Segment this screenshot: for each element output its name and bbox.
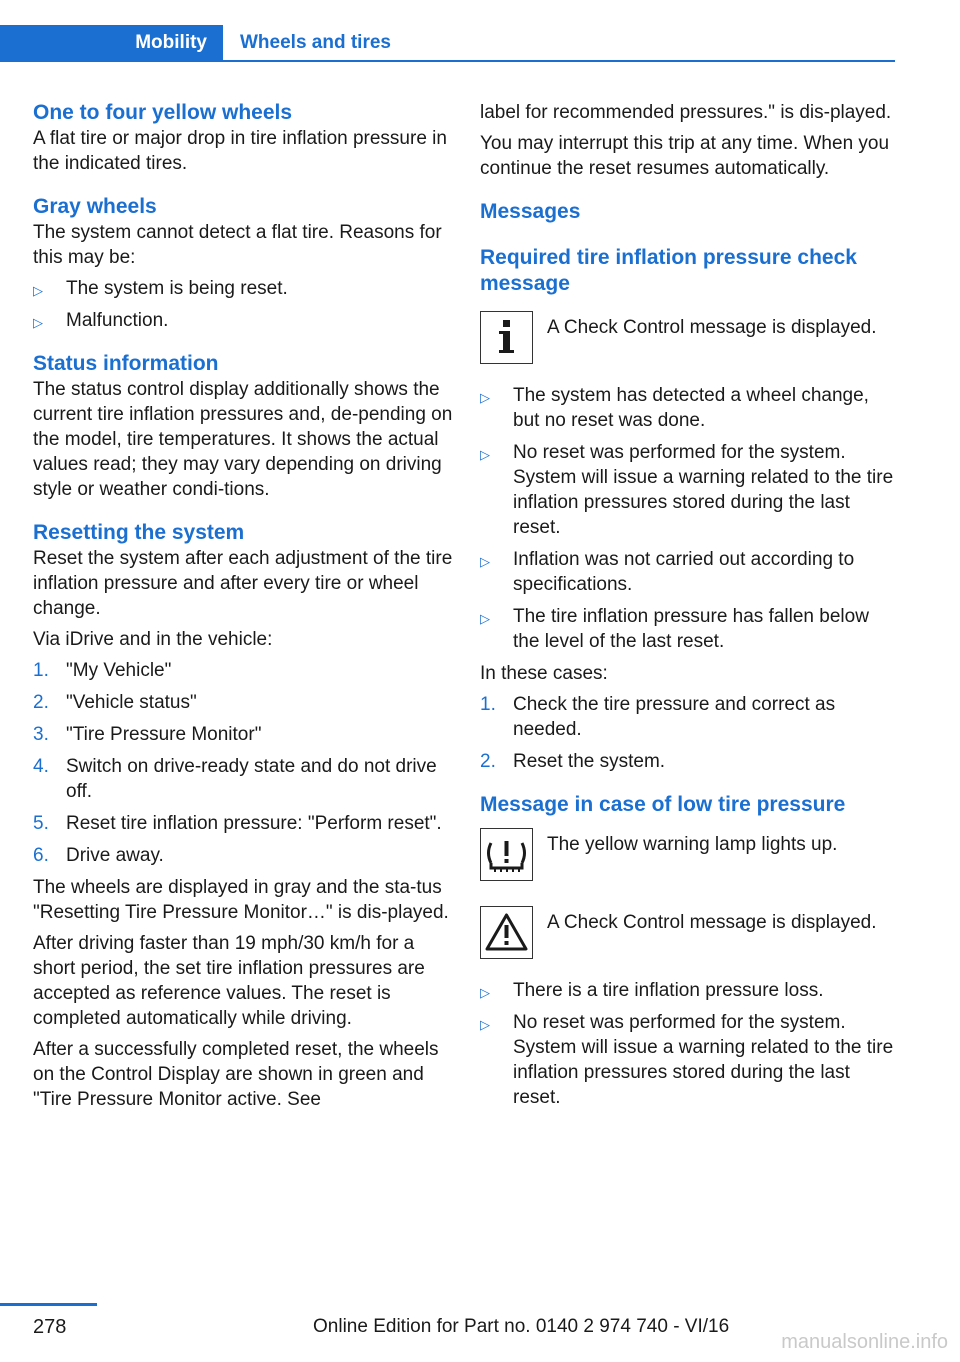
para-cc-displayed: A Check Control message is displayed. bbox=[547, 317, 877, 338]
para-continued: label for recommended pressures." is dis-played. bbox=[480, 102, 892, 123]
info-icon bbox=[480, 311, 533, 364]
tire-pressure-callout bbox=[480, 828, 895, 888]
list-item: 6. Drive away. bbox=[33, 845, 164, 866]
heading-resetting: Resetting the system bbox=[33, 521, 245, 544]
list-item: ▷ The system is being reset. bbox=[33, 276, 453, 301]
page-header bbox=[0, 25, 895, 62]
list-item: 1. Check the tire pressure and correct as needed. bbox=[480, 694, 836, 740]
heading-messages: Messages bbox=[480, 200, 581, 223]
bullet-triangle-icon: ▷ bbox=[480, 1017, 490, 1032]
para-yellow-wheels: A flat tire or major drop in tire inflation pressure in the indicated tires. bbox=[33, 128, 447, 174]
para-after-driving: After driving faster than 19 mph/30 km/h for a short period, the set tire inflation pressures are accepted as reference values. The reset is completed automatically while driving. bbox=[33, 933, 425, 1029]
para-resetting: Reset the system after each adjustment of the tire inflation pressure and after every tire or wheel change. bbox=[33, 548, 453, 619]
para-gray-display: The wheels are displayed in gray and the sta-tus "Resetting Tire Pressure Monitor…" is dis-played. bbox=[33, 877, 449, 923]
list-item: 3. "Tire Pressure Monitor" bbox=[33, 724, 262, 745]
list-item: 1. "My Vehicle" bbox=[33, 660, 172, 681]
para-success: After a successfully completed reset, the wheels on the Control Display are shown in green and "Tire Pressure Monitor active. See bbox=[33, 1039, 439, 1110]
left-column bbox=[33, 100, 453, 1118]
list-item: 5. Reset tire inflation pressure: "Perform reset". bbox=[33, 813, 442, 834]
chapter-tab: Wheels and tires bbox=[240, 32, 391, 53]
bullet-triangle-icon: ▷ bbox=[480, 985, 490, 1000]
edition-text: Online Edition for Part no. 0140 2 974 740 - VI/16 bbox=[313, 1316, 730, 1337]
cases-steps-list bbox=[480, 692, 895, 774]
heading-gray-wheels: Gray wheels bbox=[33, 195, 157, 218]
footer-rule bbox=[0, 1303, 97, 1306]
para-status-info: The status control display additionally shows the current tire inflation pressures and, de-pending on the model, tire temperatures. It shows the actual values read; they may vary depending on driving style or weather condi-tions. bbox=[33, 379, 453, 500]
warning-callout bbox=[480, 906, 895, 966]
section-tab: Mobility bbox=[0, 25, 223, 60]
bullet-triangle-icon: ▷ bbox=[480, 390, 490, 405]
list-item: ▷ No reset was performed for the system. System will issue a warning related to the tire inflation pressures stored during the last reset. bbox=[480, 442, 894, 538]
list-item: ▷ The system has detected a wheel change, but no reset was done. bbox=[480, 385, 869, 431]
bullet-triangle-icon: ▷ bbox=[480, 611, 490, 626]
list-item: ▷ Malfunction. bbox=[33, 308, 453, 333]
gray-reasons-list bbox=[33, 276, 453, 333]
list-item: 4. Switch on drive-ready state and do not drive off. bbox=[33, 756, 437, 802]
list-item: ▷ No reset was performed for the system. System will issue a warning related to the tire inflation pressures stored during the last reset. bbox=[480, 1012, 894, 1108]
list-item: 2. Reset the system. bbox=[480, 751, 666, 772]
reset-steps-list bbox=[33, 658, 453, 868]
list-item: ▷ The tire inflation pressure has fallen below the level of the last reset. bbox=[480, 606, 869, 652]
bullet-triangle-icon: ▷ bbox=[480, 447, 490, 462]
bullet-triangle-icon: ▷ bbox=[33, 315, 43, 330]
para-interrupt: You may interrupt this trip at any time. When you continue the reset resumes automatically. bbox=[480, 133, 890, 179]
watermark: manualsonline.info bbox=[781, 1331, 948, 1353]
heading-low-pressure: Message in case of low tire pressure bbox=[480, 793, 846, 816]
bullet-triangle-icon: ▷ bbox=[480, 554, 490, 569]
warning-triangle-icon bbox=[480, 906, 533, 959]
bullet-triangle-icon: ▷ bbox=[33, 283, 43, 298]
list-item: ▷ There is a tire inflation pressure loss. bbox=[480, 978, 895, 1003]
info-callout bbox=[480, 311, 895, 371]
para-cc-displayed-2: A Check Control message is displayed. bbox=[547, 912, 877, 933]
para-gray-wheels: The system cannot detect a flat tire. Reasons for this may be: bbox=[33, 222, 442, 268]
page-number: 278 bbox=[33, 1316, 67, 1338]
heading-required-check: Required tire inflation pressure check message bbox=[480, 246, 857, 295]
heading-status-info: Status information bbox=[33, 352, 219, 375]
para-yellow-lamp: The yellow warning lamp lights up. bbox=[547, 834, 838, 855]
header-rule bbox=[0, 60, 895, 62]
heading-yellow-wheels: One to four yellow wheels bbox=[33, 101, 293, 124]
list-item: ▷ Inflation was not carried out according to specifications. bbox=[480, 549, 855, 595]
list-item: 2. "Vehicle status" bbox=[33, 692, 197, 713]
low-pressure-list bbox=[480, 978, 895, 1110]
tire-pressure-warning-icon bbox=[480, 828, 533, 881]
right-column bbox=[480, 100, 895, 1117]
para-via-idrive: Via iDrive and in the vehicle: bbox=[33, 629, 273, 650]
required-reasons-list bbox=[480, 383, 895, 654]
para-in-these-cases: In these cases: bbox=[480, 663, 608, 684]
